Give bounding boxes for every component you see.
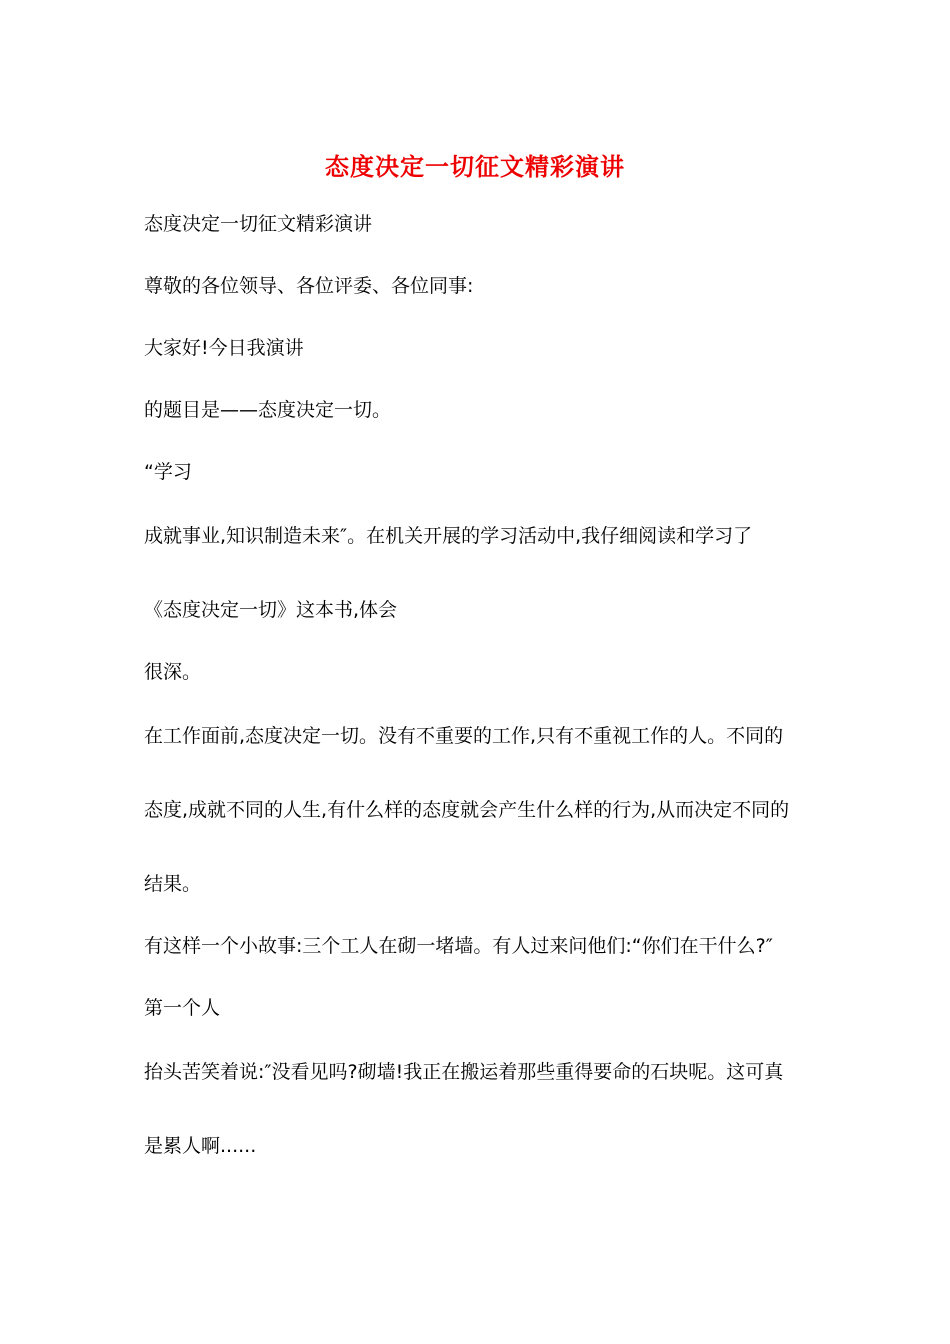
text-line: 的题目是——态度决定一切。 <box>144 399 392 421</box>
text-line: 大家好!今日我演讲 <box>144 337 304 359</box>
text-line: 是累人啊...... <box>144 1135 257 1157</box>
text-line: 第一个人 <box>144 997 221 1019</box>
text-line: 态度,成就不同的人生,有什么样的态度就会产生什么样的行为,从而决定不同的 <box>144 799 790 821</box>
document-title: 态度决定一切征文精彩演讲 <box>325 152 625 181</box>
text-line: 成就事业,知识制造未来″。在机关开展的学习活动中,我仔细阅读和学习了 <box>144 525 753 547</box>
text-line: 尊敬的各位领导、各位评委、各位同事: <box>144 275 474 297</box>
text-line: 抬头苦笑着说:″没看见吗?砌墙!我正在搬运着那些重得要命的石块呢。这可真 <box>144 1061 784 1083</box>
text-line: “学习 <box>144 461 192 483</box>
text-line: 态度决定一切征文精彩演讲 <box>144 213 373 235</box>
text-line: 《态度决定一切》这本书,体会 <box>144 599 398 621</box>
text-line: 在工作面前,态度决定一切。没有不重要的工作,只有不重视工作的人。不同的 <box>144 725 784 747</box>
text-line: 结果。 <box>144 873 202 895</box>
text-line: 很深。 <box>144 661 202 683</box>
text-line: 有这样一个小故事:三个工人在砌一堵墙。有人过来问他们:“你们在干什么?″ <box>144 935 773 957</box>
